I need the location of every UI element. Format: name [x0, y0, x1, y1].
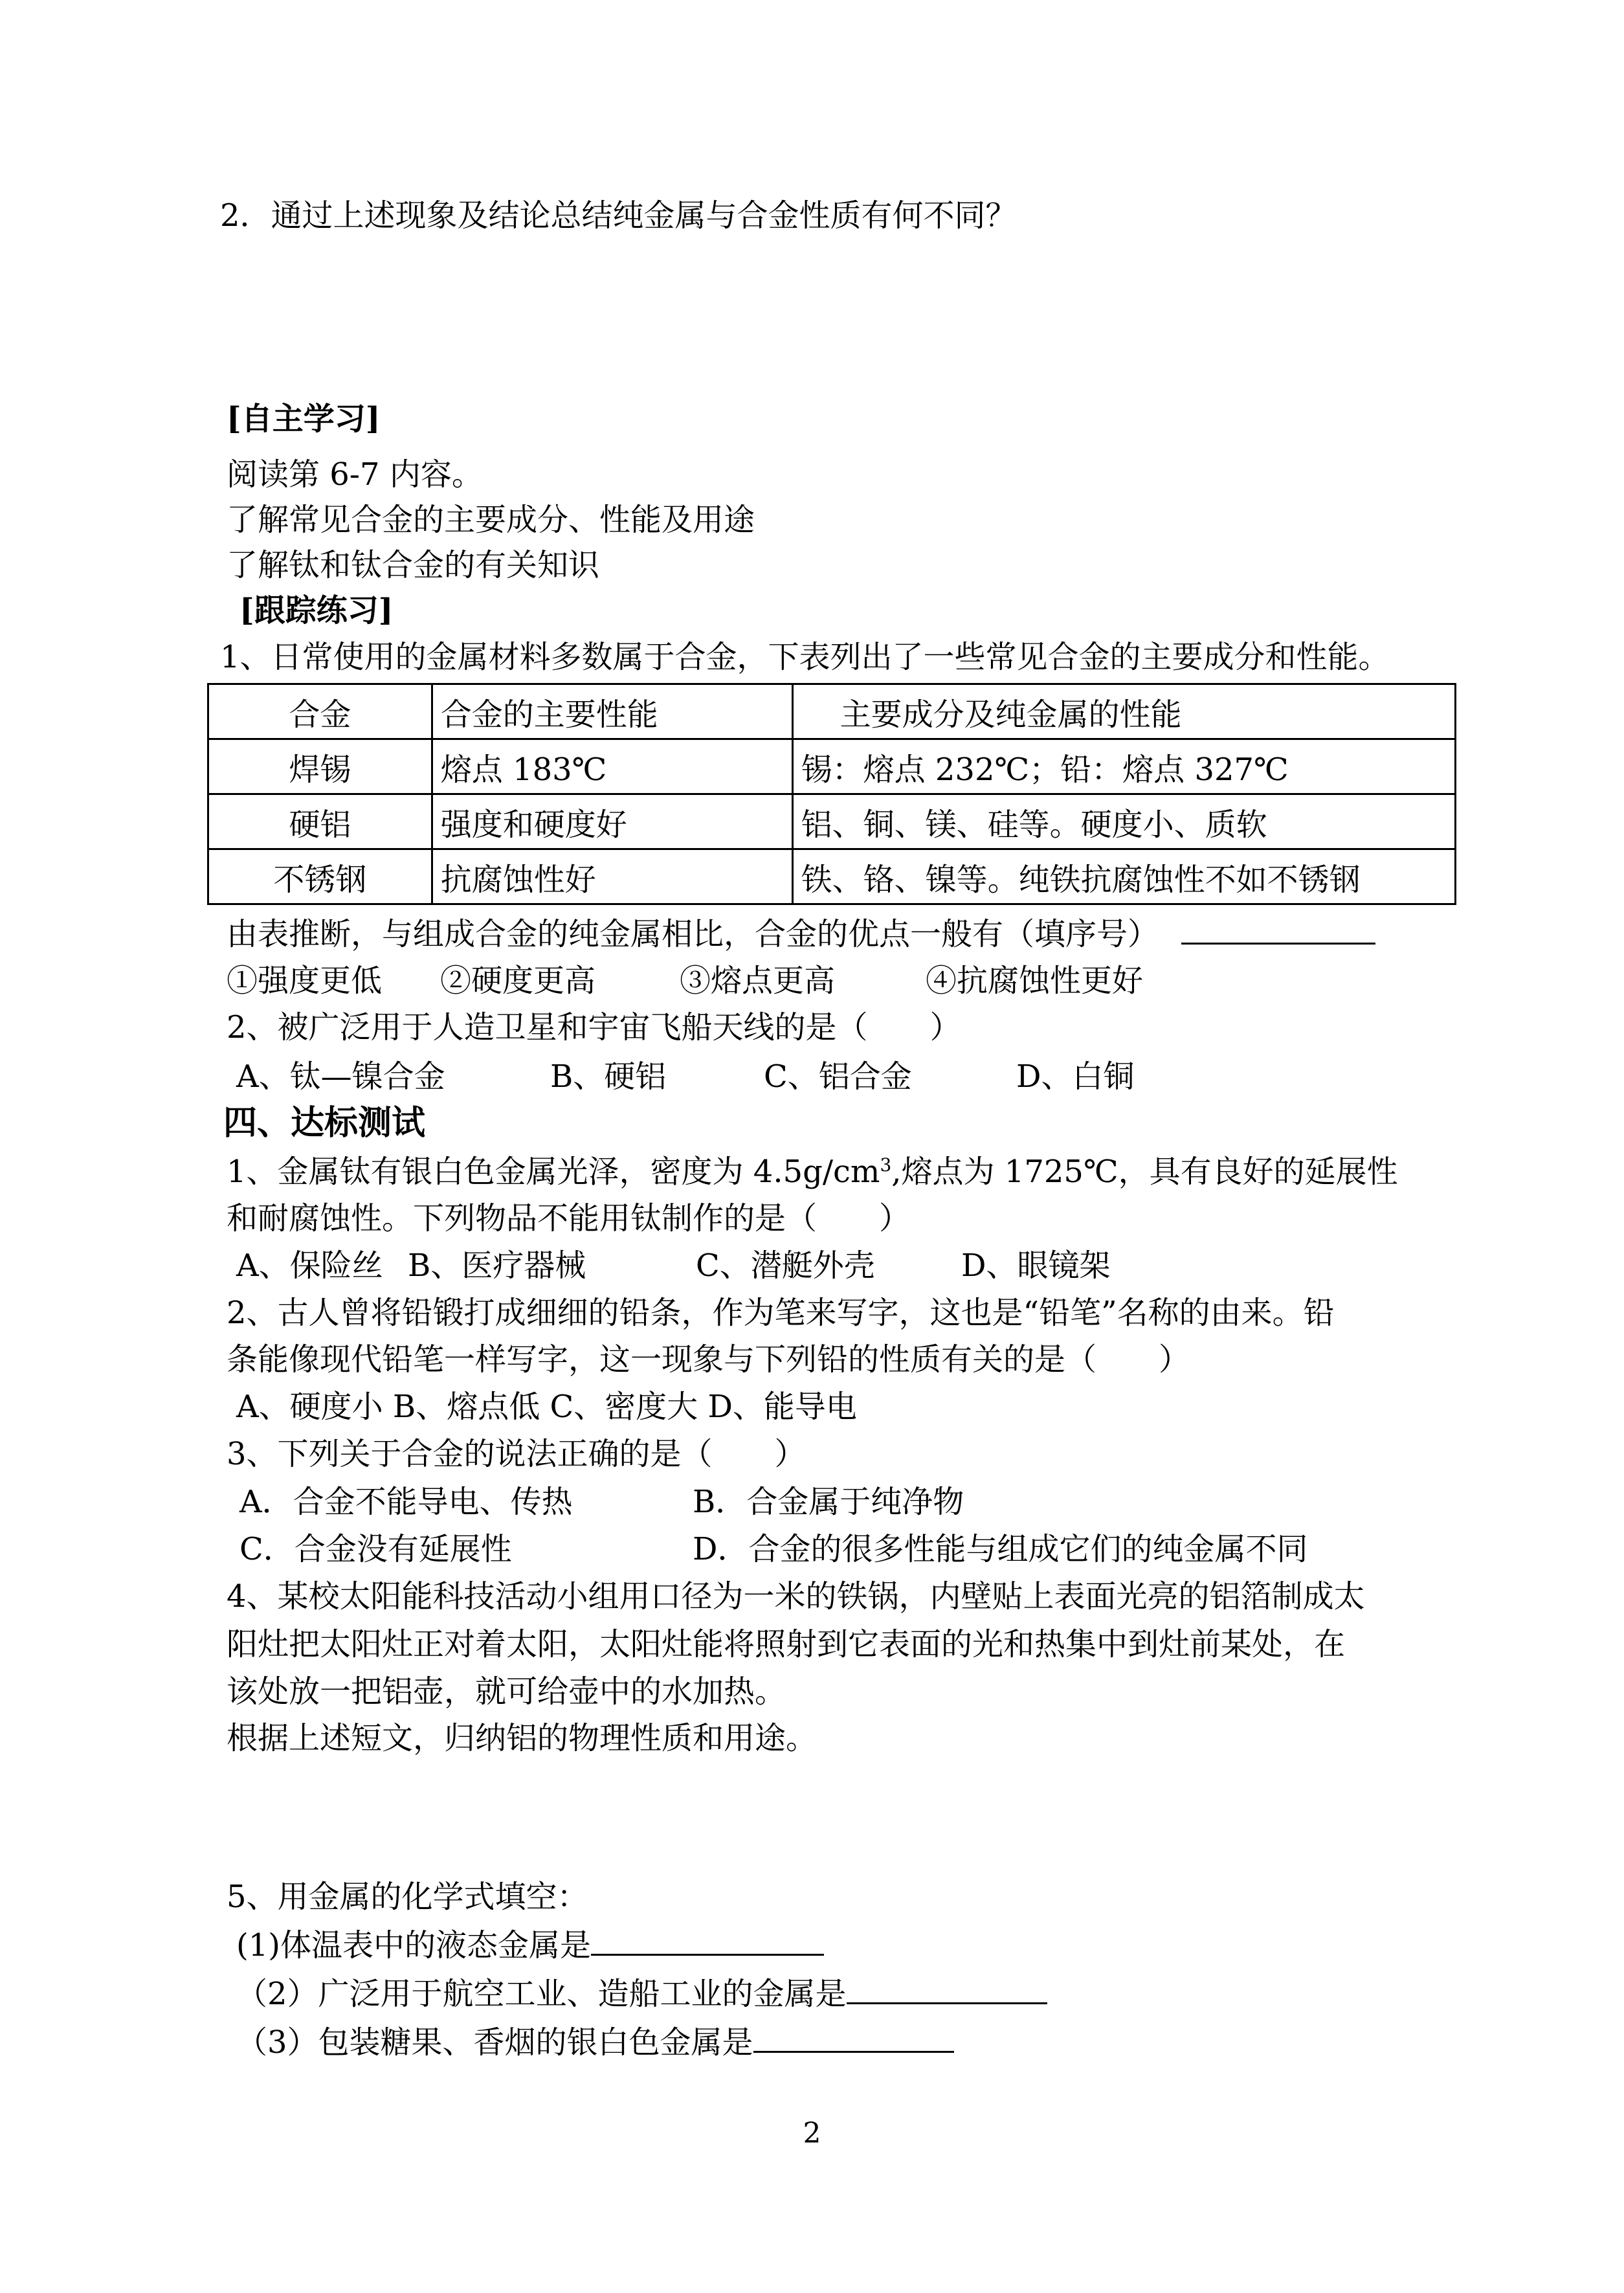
practice-q2-options [236, 1057, 1135, 1096]
table-header-cell: 主要成分及纯金属的性能 [792, 684, 1455, 739]
option: ③熔点更高 [680, 963, 836, 999]
table-cell: 硬铝 [208, 794, 432, 849]
table-row [208, 794, 1456, 849]
test-q3-stem: 3、下列关于合金的说法正确的是（ ） [227, 1436, 806, 1472]
option: ①强度更低 [227, 963, 383, 999]
table-cell: 抗腐蚀性好 [432, 849, 792, 904]
option: C．合金没有延展性 [239, 1531, 512, 1567]
option: D、眼镜架 [961, 1247, 1111, 1284]
test-q1-text: ,熔点为 1725℃，具有良好的延展性 [891, 1154, 1398, 1190]
test-q1-options [236, 1246, 1111, 1285]
page-number: 2 [803, 2117, 821, 2150]
practice-q1-stem: 1、日常使用的金属材料多数属于合金，下表列出了一些常见合金的主要成分和性能。 [220, 639, 1390, 675]
practice-q2-stem: 2、被广泛用于人造卫星和宇宙飞船天线的是（ ） [227, 1009, 961, 1046]
test-q3-options [239, 1482, 964, 1521]
test-q4-line: 根据上述短文，归纳铝的物理性质和用途。 [227, 1720, 818, 1756]
option: B、硬铝 [550, 1058, 667, 1095]
test-q2-line: 条能像现代铅笔一样写字，这一现象与下列铅的性质有关的是（ ） [227, 1341, 1190, 1378]
test-q4-line: 该处放一把铝壶，就可给壶中的水加热。 [227, 1673, 786, 1710]
intro-question: 2．通过上述现象及结论总结纯金属与合金性质有何不同？ [220, 197, 1017, 234]
table-row [208, 849, 1456, 904]
practice-heading: [跟踪练习] [239, 592, 394, 629]
self-study-line: 阅读第 6-7 内容。 [227, 456, 483, 493]
option: B、医疗器械 [408, 1247, 586, 1284]
table-cell: 强度和硬度好 [432, 794, 792, 849]
followup-text: 由表推断，与组成合金的纯金属相比，合金的优点一般有（填序号） [227, 916, 1159, 952]
option: D、白铜 [1016, 1058, 1135, 1095]
alloy-table [207, 683, 1456, 905]
answer-blank[interactable] [847, 1976, 1047, 2004]
superscript: 3 [880, 1154, 892, 1176]
table-cell: 锡：熔点 232℃；铅：熔点 327℃ [792, 739, 1455, 794]
q5-item-text: （3）包装糖果、香烟的银白色金属是 [236, 2024, 753, 2061]
test-q5-item [236, 2023, 954, 2062]
self-study-line: 了解钛和钛合金的有关知识 [227, 547, 600, 583]
test-q1-text: 1、金属钛有银白色金属光泽，密度为 4.5g/cm [227, 1154, 880, 1190]
table-header-row [208, 684, 1456, 739]
answer-blank[interactable] [591, 1928, 824, 1956]
table-cell: 铁、铬、镍等。纯铁抗腐蚀性不如不锈钢 [792, 849, 1455, 904]
q5-item-text: （2）广泛用于航空工业、造船工业的金属是 [236, 1976, 847, 2012]
answer-blank[interactable] [753, 2025, 954, 2053]
table-cell: 铝、铜、镁、硅等。硬度小、质软 [792, 794, 1455, 849]
option: B．合金属于纯净物 [693, 1484, 964, 1520]
table-cell: 不锈钢 [208, 849, 432, 904]
table-header-cell: 合金的主要性能 [432, 684, 792, 739]
self-study-heading: [自主学习] [227, 401, 381, 437]
self-study-line: 了解常见合金的主要成分、性能及用途 [227, 502, 755, 538]
table-cell: 熔点 183℃ [432, 739, 792, 794]
practice-q1-options [227, 961, 1143, 1000]
test-q4-line: 4、某校太阳能科技活动小组用口径为一米的铁锅，内壁贴上表面光亮的铝箔制成太 [227, 1578, 1365, 1615]
test-q5-item [236, 1926, 824, 1965]
test-q1-line: 和耐腐蚀性。下列物品不能用钛制作的是（ ） [227, 1200, 911, 1236]
option: A、保险丝 [236, 1247, 383, 1284]
test-q3-options [239, 1530, 1308, 1569]
test-q1-line [227, 1152, 1398, 1191]
test-q2-line: 2、古人曾将铅锻打成细细的铅条，作为笔来写字，这也是“铅笔”名称的由来。铅 [227, 1295, 1335, 1331]
table-header-cell: 合金 [208, 684, 432, 739]
test-q4-line: 阳灶把太阳灶正对着太阳，太阳灶能将照射到它表面的光和热集中到灶前某处，在 [227, 1626, 1346, 1662]
option: C、铝合金 [764, 1058, 912, 1095]
option: ②硬度更高 [440, 963, 596, 999]
table-row [208, 739, 1456, 794]
option: A、钛—镍合金 [236, 1058, 445, 1095]
answer-blank[interactable] [1181, 917, 1375, 945]
option: C、潜艇外壳 [696, 1247, 875, 1284]
test-q5-item [236, 1974, 1047, 2013]
table-cell: 焊锡 [208, 739, 432, 794]
option: A．合金不能导电、传热 [239, 1484, 573, 1520]
test-q2-options: A、硬度小 B、熔点低 C、密度大 D、能导电 [236, 1389, 857, 1425]
test-q5-stem: 5、用金属的化学式填空： [227, 1879, 588, 1915]
q5-item-text: (1)体温表中的液态金属是 [236, 1927, 591, 1963]
test-heading: 四、达标测试 [223, 1104, 426, 1143]
practice-q1-followup [227, 915, 1375, 954]
option: ④抗腐蚀性更好 [926, 963, 1144, 999]
option: D．合金的很多性能与组成它们的纯金属不同 [693, 1531, 1308, 1567]
